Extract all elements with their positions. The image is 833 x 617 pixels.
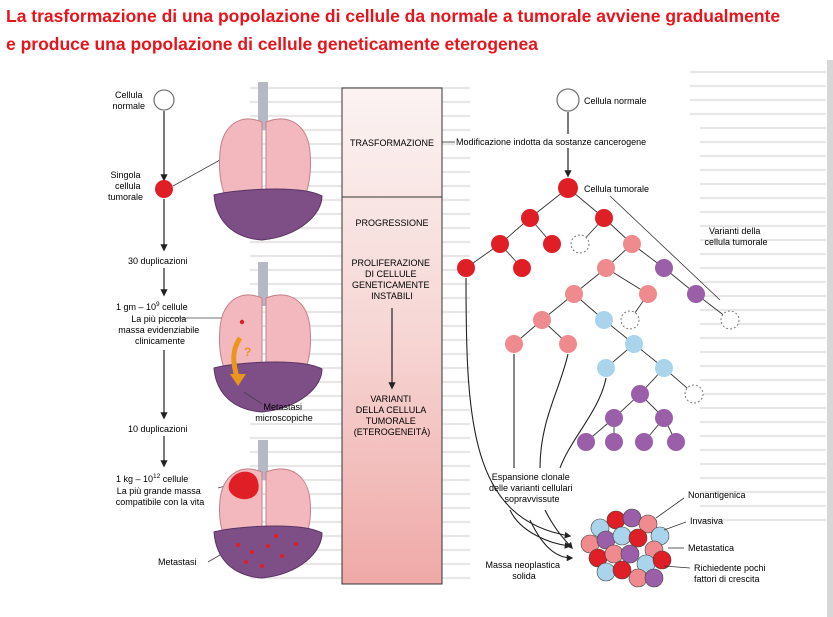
label-10-duplicazioni: 10 duplicazioni xyxy=(128,424,188,434)
label-nonantigenica: Nonantigenica xyxy=(688,490,746,500)
label-singola-cellula: Singola cellula tumorale xyxy=(107,170,143,202)
label-progressione: PROGRESSIONE xyxy=(355,218,429,228)
tree-normal-cell xyxy=(557,89,579,111)
label-1kg: 1 kg – $10^{12}$ cellule xyxy=(116,473,189,484)
label-piu-piccola: La più piccola massa evidenziabile clinicamente xyxy=(118,314,200,346)
tree-tumor-cell xyxy=(558,178,578,198)
label-cellula-normale-right: Cellula normale xyxy=(584,96,647,106)
label-metastatica: Metastatica xyxy=(688,543,735,553)
label-varianti-eterogeneita: VARIANTI DELLA CELLULA TUMORALE (ETEROGENEITÀ) xyxy=(353,394,431,437)
organ-illustration-2 xyxy=(214,262,322,423)
label-metastasi-microscopiche: Metastasi microscopiche xyxy=(255,402,313,423)
label-espansione: Espansione clonale delle varianti cellulari sopravvissute xyxy=(488,472,573,504)
organ-illustration-3 xyxy=(214,440,322,578)
tumor-progression-diagram xyxy=(0,60,833,617)
label-richiedente: Richiedente pochi fattori di crescita xyxy=(694,563,766,584)
label-1gm: 1 gm – $10^9$ cellule xyxy=(116,301,188,312)
scan-edge-shadow xyxy=(827,60,833,617)
label-metastasi: Metastasi xyxy=(158,557,197,567)
label-massa-neoplastica: Massa neoplastica solida xyxy=(485,560,561,581)
label-cellula-normale: Cellula normale xyxy=(112,90,145,111)
label-30-duplicazioni: 30 duplicazioni xyxy=(128,256,188,266)
page-title-line-1: La trasformazione di una popolazione di cellule da normale a tumorale avviene gradualmente xyxy=(6,6,781,26)
center-phase-column xyxy=(342,88,442,584)
label-piu-grande: La più grande massa compatibile con la vita xyxy=(115,486,205,507)
label-proliferazione: PROLIFERAZIONE DI CELLULE GENETICAMENTE INSTABILI xyxy=(351,258,430,301)
label-trasformazione: TRASFORMAZIONE xyxy=(349,138,435,148)
tree-purple-cells xyxy=(577,259,705,451)
single-tumor-cell xyxy=(155,180,173,198)
tumor-mass xyxy=(581,509,671,587)
organ-illustration-1 xyxy=(214,82,322,240)
page-title-line-2: e produce una popolazione di cellule geneticamente eterogenea xyxy=(6,34,538,54)
question-mark: ? xyxy=(244,345,252,359)
label-modificazione: Modificazione indotta da sostanze cancerogene xyxy=(456,137,647,147)
label-cellula-tumorale: Cellula tumorale xyxy=(584,184,650,194)
label-invasiva: Invasiva xyxy=(690,516,724,526)
normal-cell xyxy=(154,90,174,110)
label-varianti-right: Varianti della cellula tumorale xyxy=(704,226,768,247)
